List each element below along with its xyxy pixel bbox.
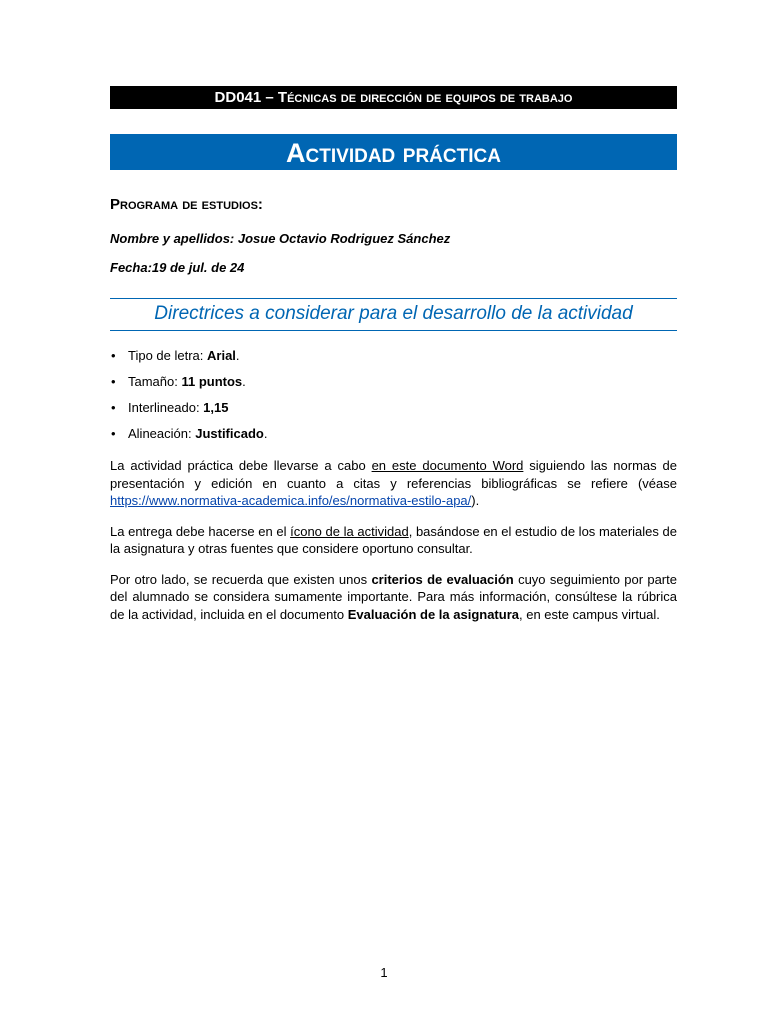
course-name: Técnicas de dirección de equipos de trabajo	[277, 89, 573, 106]
word-document-link[interactable]: en este documento Word	[371, 458, 524, 473]
apa-normativa-link[interactable]: https://www.normativa-academica.info/es/normativa-estilo-apa/	[110, 493, 472, 508]
evaluation-document-name: Evaluación de la asignatura	[347, 606, 519, 622]
date-line: Fecha:19 de jul. de 24	[110, 260, 245, 275]
list-item: • Tamaño: 11 puntos.	[110, 373, 677, 399]
program-label: Programa de estudios:	[110, 196, 263, 213]
rule-value: 1,15	[203, 400, 229, 415]
instructions-paragraph: La actividad práctica debe llevarse a cabo en este documento Word siguiendo las normas de presentación y edición en cuanto a citas y referencias bibliográficas se refiere (véase https://www.normativa-academica.info/es/normativa-estilo-apa/).	[110, 458, 677, 508]
activity-icon-link[interactable]: ícono de la actividad	[290, 523, 409, 539]
course-separator: –	[261, 89, 278, 106]
course-code: DD041	[214, 89, 262, 106]
page-number: 1	[380, 965, 388, 980]
list-item: • Alineación: Justificado.	[110, 425, 677, 451]
guidelines-heading: Directrices a considerar para el desarrollo de la actividad	[110, 298, 677, 331]
rule-value: Justificado	[195, 426, 264, 441]
list-item: • Interlineado: 1,15	[110, 399, 677, 425]
rule-value: 11 puntos	[181, 374, 243, 389]
submission-paragraph: La entrega debe hacerse en el ícono de la actividad, basándose en el estudio de los materiales de la asignatura y otras fuentes que considere oportuno consultar.	[110, 523, 677, 556]
document-page	[110, 86, 677, 623]
rule-value: Arial	[207, 348, 236, 363]
format-rules-list	[110, 347, 677, 451]
evaluation-criteria-term: criterios de evaluación	[371, 571, 514, 587]
student-name-line: Nombre y apellidos: Josue Octavio Rodriguez Sánchez	[110, 231, 451, 246]
evaluation-paragraph: Por otro lado, se recuerda que existen unos criterios de evaluación cuyo seguimiento por parte del alumnado se considera sumamente importante. Para más información, consúltese la rúbrica de la actividad, incluida en el documento Evaluación de la asignatura, en este campus virtual.	[110, 571, 677, 622]
list-item: • Tipo de letra: Arial.	[110, 347, 677, 373]
course-header-bar	[110, 86, 677, 109]
document-title: Actividad práctica	[110, 134, 677, 170]
